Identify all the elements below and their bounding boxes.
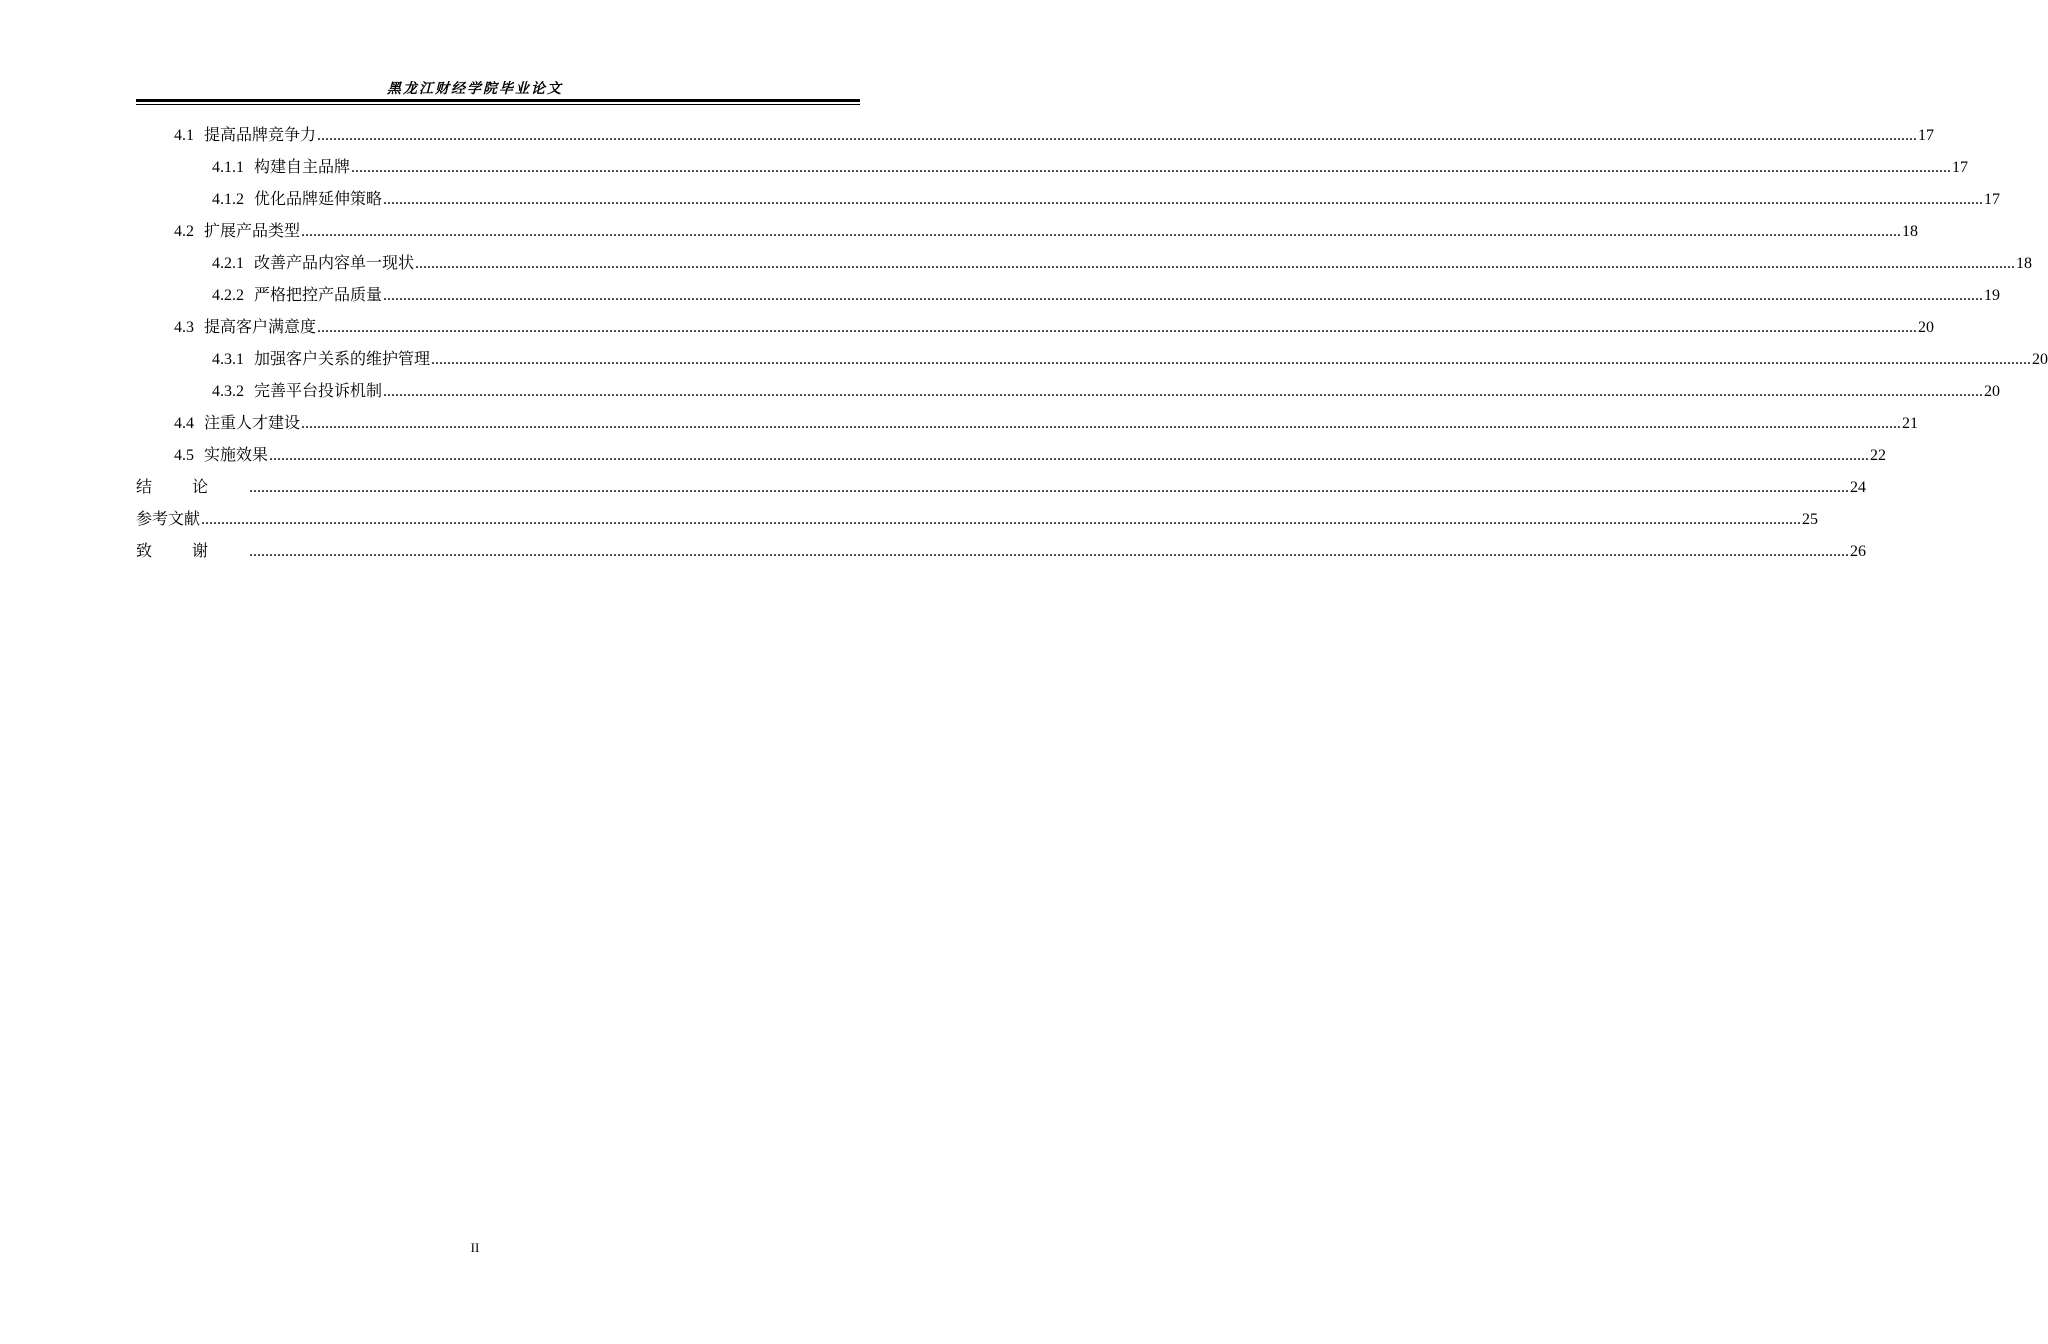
page-header-title: 黑龙江财经学院毕业论文	[387, 81, 563, 97]
toc-dot-leader: ................................................................................................................................................................................................................................................................................................................................................................................................................	[249, 479, 1850, 496]
toc-dot-leader: ................................................................................................................................................................................................................................................................................................................................................................................................................	[431, 351, 2032, 368]
toc-entry-number: 4.2	[174, 223, 194, 240]
toc-dot-leader: ................................................................................................................................................................................................................................................................................................................................................................................................................	[201, 511, 1802, 528]
toc-entry-page: 21	[1902, 415, 1919, 432]
toc-entry-page: 20	[1918, 319, 1935, 336]
toc-entry-number: 4.1	[174, 127, 194, 144]
footer-page-number: II	[470, 1240, 480, 1255]
toc-dot-leader: ................................................................................................................................................................................................................................................................................................................................................................................................................	[383, 287, 1984, 304]
toc-entry[interactable]	[136, 535, 1867, 567]
toc-entry[interactable]	[136, 471, 1867, 503]
header-rule-thick	[136, 99, 860, 102]
toc-dot-leader: ................................................................................................................................................................................................................................................................................................................................................................................................................	[269, 447, 1870, 464]
toc-entry-number: 4.4	[174, 415, 194, 432]
toc-entry-title: 实施效果	[204, 445, 269, 464]
toc-entry[interactable]	[136, 375, 2001, 407]
toc-entry[interactable]	[136, 279, 2001, 311]
toc-entry-page: 25	[1802, 511, 1819, 528]
toc-entry-title: 加强客户关系的维护管理	[254, 349, 431, 368]
toc-entry-title: 提高品牌竞争力	[204, 125, 317, 144]
toc-dot-leader: ................................................................................................................................................................................................................................................................................................................................................................................................................	[383, 383, 1984, 400]
toc-dot-leader: ................................................................................................................................................................................................................................................................................................................................................................................................................	[317, 127, 1918, 144]
header-rule-thin	[136, 104, 860, 105]
toc-entry-number: 4.2.1	[212, 255, 244, 272]
toc-entry-page: 24	[1850, 479, 1867, 496]
toc-entry[interactable]	[136, 439, 1887, 471]
toc-entry-page: 17	[1984, 191, 2001, 208]
toc-entry-number: 4.3.1	[212, 351, 244, 368]
toc-entry-number: 4.2.2	[212, 287, 244, 304]
toc-entry[interactable]	[136, 247, 2033, 279]
toc-entry-number: 4.1.2	[212, 191, 244, 208]
toc-entry-page: 20	[1984, 383, 2001, 400]
toc-entry[interactable]	[136, 503, 1819, 535]
toc-dot-leader: ................................................................................................................................................................................................................................................................................................................................................................................................................	[317, 319, 1918, 336]
toc-entry-title: 构建自主品牌	[254, 157, 351, 176]
table-of-contents	[136, 119, 2048, 567]
toc-dot-leader: ................................................................................................................................................................................................................................................................................................................................................................................................................	[249, 543, 1850, 560]
toc-entry[interactable]	[136, 151, 1969, 183]
toc-dot-leader: ................................................................................................................................................................................................................................................................................................................................................................................................................	[301, 415, 1902, 432]
toc-entry-title: 严格把控产品质量	[254, 285, 383, 304]
toc-entry-title: 结论	[136, 477, 249, 496]
toc-entry-title: 致谢	[136, 541, 249, 560]
toc-entry[interactable]	[136, 311, 1935, 343]
toc-entry-title: 优化品牌延伸策略	[254, 189, 383, 208]
toc-entry-page: 17	[1952, 159, 1969, 176]
toc-entry-title: 完善平台投诉机制	[254, 381, 383, 400]
toc-entry-title: 注重人才建设	[204, 413, 301, 432]
toc-entry-page: 20	[2032, 351, 2048, 368]
toc-entry-number: 4.5	[174, 447, 194, 464]
toc-entry-number: 4.3	[174, 319, 194, 336]
toc-entry-page: 19	[1984, 287, 2001, 304]
toc-dot-leader: ................................................................................................................................................................................................................................................................................................................................................................................................................	[301, 223, 1902, 240]
toc-entry-title: 改善产品内容单一现状	[254, 253, 415, 272]
toc-entry-title: 提高客户满意度	[204, 317, 317, 336]
toc-entry-number: 4.3.2	[212, 383, 244, 400]
toc-entry[interactable]	[136, 407, 1919, 439]
toc-entry-title: 扩展产品类型	[204, 221, 301, 240]
toc-entry-page: 22	[1870, 447, 1887, 464]
toc-dot-leader: ................................................................................................................................................................................................................................................................................................................................................................................................................	[351, 159, 1952, 176]
toc-entry-page: 17	[1918, 127, 1935, 144]
toc-entry-page: 26	[1850, 543, 1867, 560]
toc-dot-leader: ................................................................................................................................................................................................................................................................................................................................................................................................................	[415, 255, 2016, 272]
toc-entry-number: 4.1.1	[212, 159, 244, 176]
toc-entry-page: 18	[2016, 255, 2033, 272]
toc-dot-leader: ................................................................................................................................................................................................................................................................................................................................................................................................................	[383, 191, 1984, 208]
toc-entry[interactable]	[136, 215, 1919, 247]
toc-entry[interactable]	[136, 343, 2048, 375]
toc-entry-page: 18	[1902, 223, 1919, 240]
toc-entry[interactable]	[136, 183, 2001, 215]
toc-entry[interactable]	[136, 119, 1935, 151]
toc-entry-title: 参考文献	[136, 509, 201, 528]
